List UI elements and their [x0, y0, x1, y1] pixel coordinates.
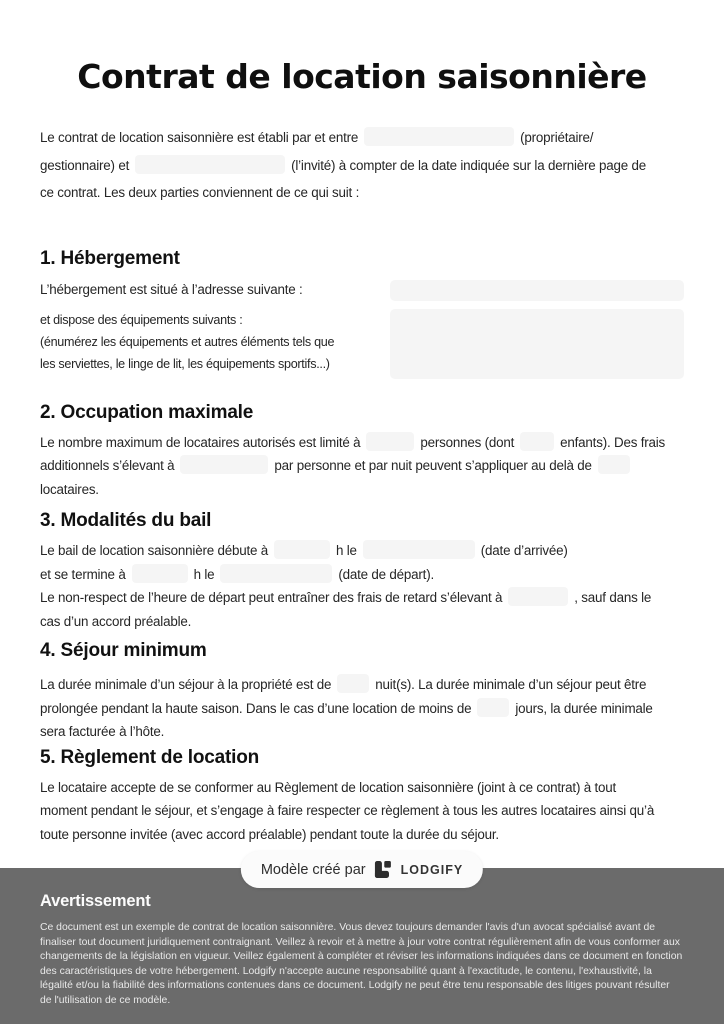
text-line — [40, 353, 390, 375]
text-segment: Le contrat de location saisonnière est établi par et entre — [40, 130, 359, 145]
text-line — [40, 478, 684, 502]
blank-field[interactable] — [363, 540, 475, 559]
text-segment: (énumérez les équipements et autres éléments tels que — [40, 334, 335, 349]
text-segment: enfants). Des frais — [560, 434, 666, 450]
section-reglement-de-location — [40, 746, 684, 847]
text-segment: Le non-respect de l’heure de départ peut entraîner des frais de retard s’élevant à — [40, 590, 503, 605]
amenities-field[interactable] — [390, 309, 684, 379]
text-segment: h le — [336, 543, 357, 558]
text-segment: et se termine à — [40, 566, 126, 582]
text-segment: cas d’un accord préalable. — [40, 613, 192, 629]
text-segment: La durée minimale d’un séjour à la propriété est de — [40, 677, 332, 692]
lodgify-logo-icon — [375, 861, 392, 878]
text-segment: additionnels s’élevant à — [40, 458, 175, 473]
section-hebergement — [40, 247, 684, 379]
text-line — [40, 673, 684, 697]
blank-field[interactable] — [274, 540, 330, 559]
blank-field[interactable] — [135, 155, 285, 174]
text-segment: moment pendant le séjour, et s’engage à faire respecter ce règlement à tous les autres locataires ainsi qu’à — [40, 803, 655, 818]
text-line — [40, 776, 684, 800]
section-4-paragraph — [40, 673, 684, 744]
text-line — [40, 563, 684, 587]
blank-field[interactable] — [477, 698, 509, 717]
text-segment: (date de départ). — [338, 566, 434, 582]
section-occupation-maximale — [40, 401, 684, 502]
text-line — [40, 309, 390, 331]
section-2-heading: 2. Occupation maximale — [40, 401, 254, 423]
text-line — [40, 179, 684, 207]
text-segment: jours, la durée minimale — [515, 700, 653, 716]
section-3-heading: 3. Modalités du bail — [40, 510, 212, 531]
text-line — [40, 431, 684, 455]
lodgify-wordmark: LODGIFY — [400, 862, 464, 877]
blank-field[interactable] — [598, 455, 630, 474]
lodgify-badge[interactable] — [241, 851, 483, 888]
section-5-heading: 5. Règlement de location — [40, 746, 260, 768]
text-segment: gestionnaire) et — [40, 157, 130, 173]
text-segment: Le nombre maximum de locataires autorisés est limité à — [40, 434, 361, 450]
text-segment: personnes (dont — [420, 434, 515, 450]
text-segment: et dispose des équipements suivants : — [40, 312, 243, 327]
blank-field[interactable] — [132, 564, 188, 583]
text-segment: les serviettes, le linge de lit, les équipements sportifs...) — [40, 356, 330, 371]
text-segment: (propriétaire/ — [520, 130, 594, 145]
text-line — [40, 823, 684, 847]
address-field[interactable] — [390, 280, 684, 301]
text-line — [40, 454, 684, 478]
text-segment: toute personne invitée (avec accord préalable) pendant toute la durée du séjour. — [40, 826, 499, 842]
section-4-heading: 4. Séjour minimum — [40, 640, 207, 661]
section-2-paragraph — [40, 431, 684, 502]
text-segment: (l’invité) à compter de la date indiquée sur la dernière page de — [291, 157, 647, 173]
disclaimer-footer — [0, 868, 724, 1024]
text-line — [40, 331, 390, 353]
text-segment: Le bail de location saisonnière débute à — [40, 543, 268, 558]
blank-field[interactable] — [180, 455, 268, 474]
blank-field[interactable] — [520, 432, 554, 451]
text-segment: locataires. — [40, 481, 99, 497]
blank-field[interactable] — [366, 432, 414, 451]
section-1-heading: 1. Hébergement — [40, 247, 180, 269]
blank-field[interactable] — [337, 674, 369, 693]
document-title: Contrat de location saisonnière — [77, 57, 647, 96]
address-label: L’hébergement est situé à l’adresse suivante : — [40, 281, 303, 297]
text-segment: , sauf dans le — [574, 590, 652, 605]
text-segment: par personne et par nuit peuvent s’appliquer au delà de — [274, 458, 592, 473]
text-segment: sera facturée à l’hôte. — [40, 724, 165, 739]
section-3-paragraph — [40, 539, 684, 633]
badge-label: Modèle créé par — [260, 861, 366, 878]
text-line — [40, 610, 684, 634]
amenities-row — [40, 309, 684, 379]
disclaimer-heading: Avertissement — [40, 892, 151, 910]
address-row — [40, 279, 684, 301]
text-segment: ce contrat. Les deux parties conviennent de ce qui suit : — [40, 185, 360, 200]
text-segment: nuit(s). La durée minimale d’un séjour peut être — [375, 677, 647, 692]
text-segment: h le — [193, 566, 215, 582]
text-line — [40, 124, 684, 152]
blank-field[interactable] — [364, 127, 514, 146]
section-5-paragraph — [40, 776, 684, 847]
text-line — [40, 720, 684, 744]
blank-field[interactable] — [508, 587, 568, 606]
disclaimer-text: Ce document est un exemple de contrat de location saisonnière. Vous devez toujours demander l'avis d'un avocat spécialisé avant de finaliser tout document juridiquement contraignant. Veillez à revoir et à mettre à jour votre contrat régulièrement afin de vous conformer aux changements de la législation en vigueur. Veillez également à compléter et réviser les informations indiquées dans ce document en fonction des caractéristiques de votre hébergement. Lodgify n'accepte aucune responsabilité quant à l'exactitude, le contenu, l'exhaustivité, la légalité et/ou la fiabilité des informations contenues dans ce document. Lodgify ne peut être tenu responsable des litiges pouvant résulter de l'utilisation de ce modèle. — [40, 922, 683, 1006]
section-sejour-minimum — [40, 639, 684, 744]
section-modalites-du-bail — [40, 509, 684, 633]
intro-paragraph — [40, 124, 684, 207]
text-line — [40, 539, 684, 563]
text-segment: Le locataire accepte de se conformer au Règlement de location saisonnière (joint à ce contrat) à tout — [40, 779, 617, 795]
text-line — [40, 799, 684, 823]
amenities-label — [40, 309, 390, 375]
blank-field[interactable] — [220, 564, 332, 583]
text-segment: (date d’arrivée) — [480, 543, 568, 558]
text-line — [40, 152, 684, 180]
text-line — [40, 697, 684, 721]
text-segment: prolongée pendant la haute saison. Dans le cas d’une location de moins de — [40, 700, 472, 716]
text-line — [40, 586, 684, 610]
